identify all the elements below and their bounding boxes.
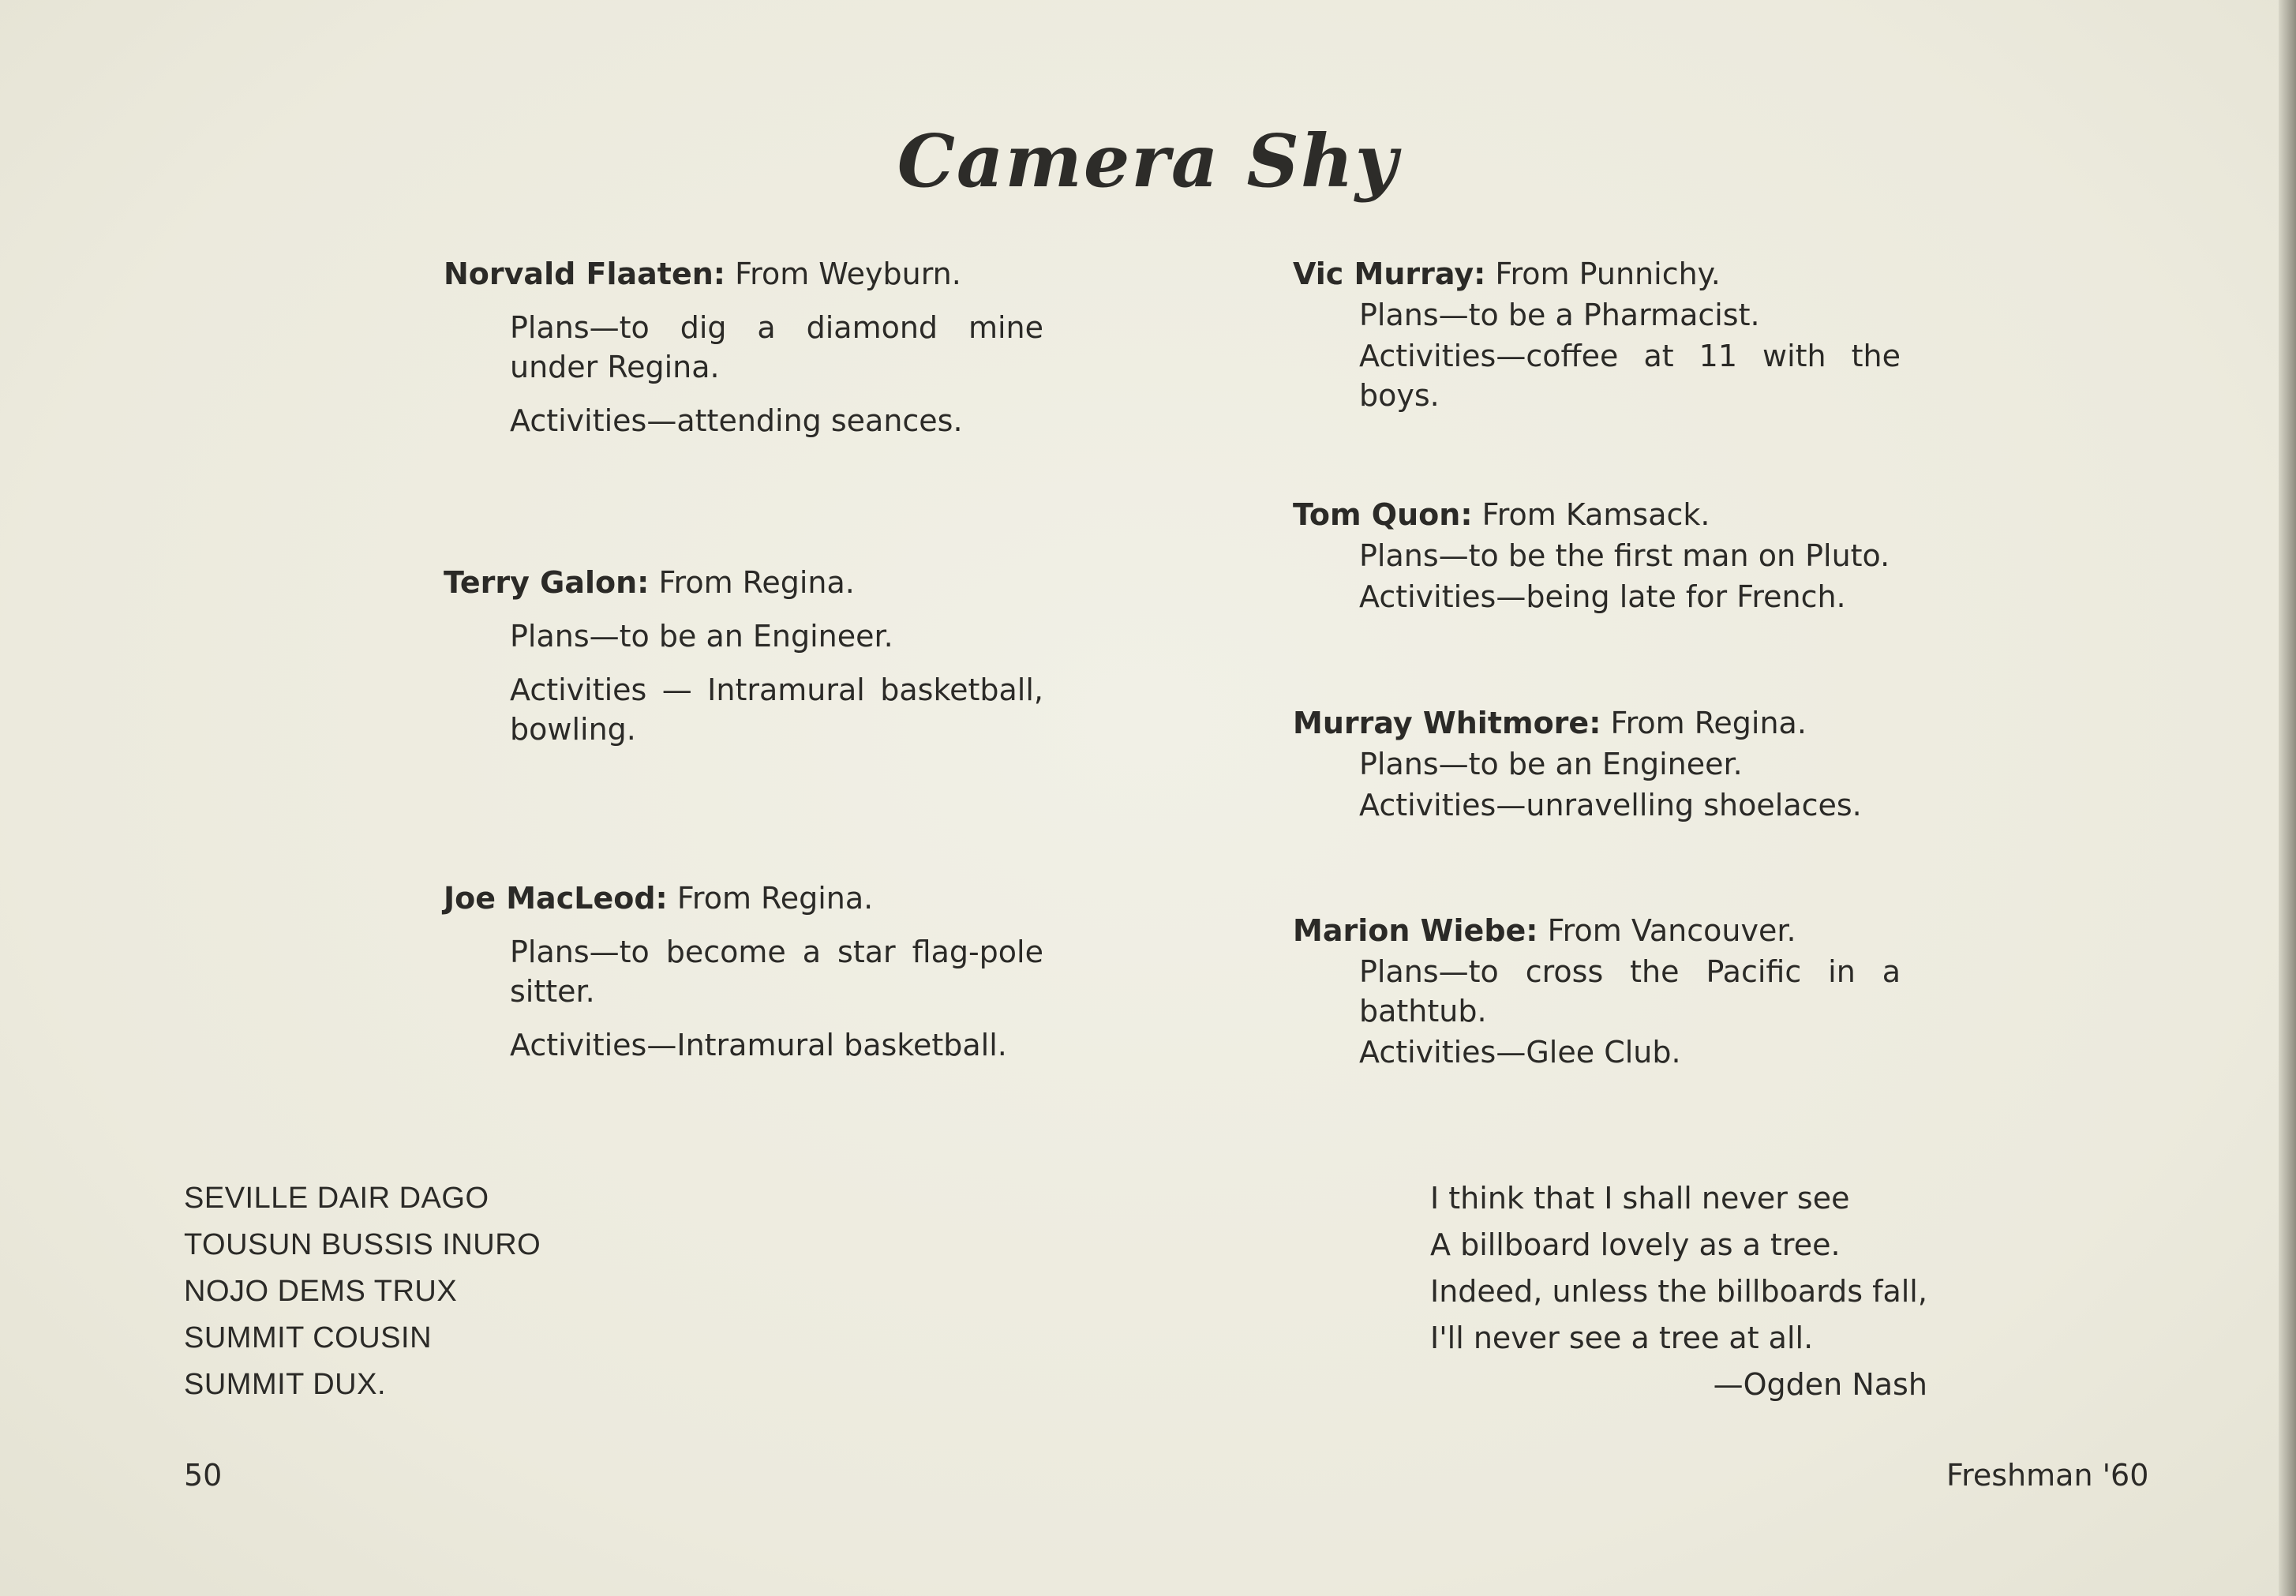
poem-line: Indeed, unless the billboards fall, [1430, 1274, 1927, 1309]
student-activities: Activities—unravelling shoelaces. [1359, 788, 1862, 822]
poem-line: I'll never see a tree at all. [1430, 1321, 1814, 1355]
student-name: Murray Whitmore: [1293, 706, 1601, 740]
page-binding-edge [2279, 0, 2296, 1596]
student-from: From Regina. [1610, 706, 1807, 740]
entry-heading [1293, 911, 1901, 950]
student-entry [1293, 495, 1901, 616]
student-plans: Plans—to be an Engineer. [510, 619, 893, 654]
student-from: From Vancouver. [1547, 913, 1796, 948]
student-name: Marion Wiebe: [1293, 913, 1538, 948]
student-from: From Weyburn. [735, 257, 961, 291]
entry-heading [1293, 254, 1901, 294]
student-name: Vic Murray: [1293, 257, 1486, 291]
entry-heading [444, 879, 1043, 918]
page-number: 50 [184, 1458, 223, 1493]
poem-line: I think that I shall never see [1430, 1181, 1850, 1216]
mock-latin-verse [184, 1175, 541, 1408]
student-name: Tom Quon: [1293, 497, 1473, 532]
student-plans: Plans—to be the first man on Pluto. [1359, 538, 1890, 573]
student-entry [1293, 703, 1901, 825]
student-name: Terry Galon: [444, 565, 650, 600]
student-activities: Activities—attending seances. [510, 403, 963, 438]
student-name: Norvald Flaaten: [444, 257, 725, 291]
student-plans: Plans—to be a Pharmacist. [1359, 298, 1760, 332]
student-from: From Regina. [658, 565, 855, 600]
student-activities: Activities—Intramural basketball. [510, 1028, 1007, 1062]
poem [1430, 1175, 1927, 1408]
student-activities: Activities—being late for French. [1359, 579, 1846, 614]
student-entry [1293, 911, 1901, 1072]
page-title: Camera Shy [897, 118, 1399, 204]
student-plans: Plans—to cross the Pacific in a bathtub. [1359, 954, 1901, 1028]
student-from: From Kamsack. [1481, 497, 1710, 532]
student-from: From Regina. [676, 881, 874, 916]
student-activities: Activities—Glee Club. [1359, 1035, 1681, 1070]
poem-line: A billboard lovely as a tree. [1430, 1227, 1841, 1262]
student-name: Joe MacLeod: [444, 881, 668, 916]
verse-line: NOJO DEMS TRUX [184, 1275, 458, 1308]
student-entry [444, 563, 1043, 749]
verse-line: SUMMIT COUSIN [184, 1321, 433, 1354]
verse-line: TOUSUN BUSSIS INURO [184, 1228, 541, 1261]
verse-line: SEVILLE DAIR DAGO [184, 1182, 489, 1215]
verse-line: SUMMIT DUX. [184, 1368, 387, 1401]
entry-heading [444, 254, 1043, 294]
student-activities: Activities—coffee at 11 with the boys. [1359, 339, 1901, 413]
student-entry [444, 879, 1043, 1065]
yearbook-edition: Freshman '60 [1946, 1458, 2149, 1493]
student-plans: Plans—to dig a diamond mine under Regina. [510, 310, 1043, 384]
poem-attribution: —Ogden Nash [1713, 1367, 1927, 1402]
student-plans: Plans—to be an Engineer. [1359, 747, 1743, 781]
entry-heading [1293, 703, 1901, 743]
student-plans: Plans—to become a star flag-pole sitter. [510, 935, 1043, 1009]
entry-heading [1293, 495, 1901, 534]
student-entry [444, 254, 1043, 440]
student-activities: Activities — Intramural basketball, bowling. [510, 672, 1043, 747]
entry-heading [444, 563, 1043, 602]
student-from: From Punnichy. [1495, 257, 1721, 291]
student-entry [1293, 254, 1901, 415]
